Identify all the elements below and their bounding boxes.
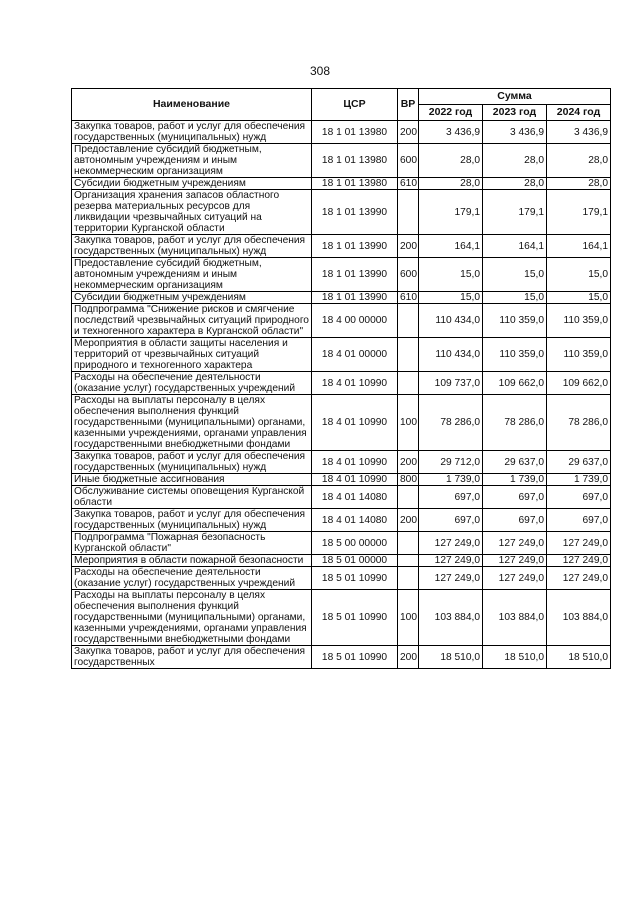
table-row — [72, 486, 611, 509]
row-name: Закупка товаров, работ и услуг для обеспечения государственных — [72, 646, 312, 669]
row-value-2023: 110 359,0 — [483, 338, 547, 372]
table-row — [72, 555, 611, 567]
row-value-2023: 127 249,0 — [483, 567, 547, 590]
row-value-2024: 18 510,0 — [547, 646, 611, 669]
row-value-2023: 1 739,0 — [483, 474, 547, 486]
row-value-2024: 127 249,0 — [547, 555, 611, 567]
header-year-2024: 2024 год — [547, 105, 611, 121]
header-year-2022: 2022 год — [419, 105, 483, 121]
row-vr: 200 — [398, 509, 419, 532]
row-value-2023: 28,0 — [483, 144, 547, 178]
row-value-2024: 127 249,0 — [547, 567, 611, 590]
row-csr: 18 5 01 10990 — [312, 567, 398, 590]
table-row — [72, 372, 611, 395]
table-row — [72, 590, 611, 646]
table-row — [72, 304, 611, 338]
row-name: Закупка товаров, работ и услуг для обеспечения государственных (муниципальных) нужд — [72, 121, 312, 144]
table-row — [72, 178, 611, 190]
row-vr: 800 — [398, 474, 419, 486]
row-value-2024: 697,0 — [547, 486, 611, 509]
row-vr — [398, 190, 419, 235]
row-value-2024: 103 884,0 — [547, 590, 611, 646]
table-row — [72, 144, 611, 178]
table-row — [72, 567, 611, 590]
row-value-2024: 127 249,0 — [547, 532, 611, 555]
row-value-2022: 28,0 — [419, 144, 483, 178]
row-vr — [398, 567, 419, 590]
row-value-2023: 28,0 — [483, 178, 547, 190]
row-value-2022: 28,0 — [419, 178, 483, 190]
row-csr: 18 1 01 13990 — [312, 292, 398, 304]
row-value-2022: 109 737,0 — [419, 372, 483, 395]
row-value-2024: 3 436,9 — [547, 121, 611, 144]
row-csr: 18 1 01 13980 — [312, 121, 398, 144]
row-value-2024: 109 662,0 — [547, 372, 611, 395]
row-value-2022: 1 739,0 — [419, 474, 483, 486]
row-csr: 18 1 01 13990 — [312, 190, 398, 235]
table-row — [72, 235, 611, 258]
header-vr: ВР — [398, 89, 419, 121]
row-csr: 18 4 01 10990 — [312, 451, 398, 474]
row-vr: 600 — [398, 258, 419, 292]
row-name: Обслуживание системы оповещения Курганской области — [72, 486, 312, 509]
row-csr: 18 4 00 00000 — [312, 304, 398, 338]
row-csr: 18 1 01 13990 — [312, 235, 398, 258]
row-csr: 18 5 01 00000 — [312, 555, 398, 567]
table-row — [72, 258, 611, 292]
row-value-2022: 127 249,0 — [419, 567, 483, 590]
row-value-2023: 109 662,0 — [483, 372, 547, 395]
row-csr: 18 4 01 10990 — [312, 395, 398, 451]
row-csr: 18 1 01 13980 — [312, 144, 398, 178]
row-vr: 610 — [398, 178, 419, 190]
budget-table — [71, 88, 611, 669]
row-name: Мероприятия в области защиты населения и территорий от чрезвычайных ситуаций природного и техногенного характера — [72, 338, 312, 372]
row-vr: 200 — [398, 121, 419, 144]
row-vr: 200 — [398, 235, 419, 258]
row-vr — [398, 486, 419, 509]
row-value-2022: 15,0 — [419, 258, 483, 292]
row-value-2022: 78 286,0 — [419, 395, 483, 451]
row-csr: 18 4 01 10990 — [312, 372, 398, 395]
row-value-2023: 127 249,0 — [483, 532, 547, 555]
table-header — [72, 89, 611, 121]
row-value-2022: 697,0 — [419, 509, 483, 532]
table-row — [72, 451, 611, 474]
table-row — [72, 532, 611, 555]
row-value-2022: 697,0 — [419, 486, 483, 509]
row-name: Расходы на выплаты персоналу в целях обеспечения выполнения функций государственными (муниципальными) органами, казенными учреждениями, органами управления государственными внебюджетными фондами — [72, 395, 312, 451]
row-value-2023: 18 510,0 — [483, 646, 547, 669]
row-value-2022: 127 249,0 — [419, 555, 483, 567]
row-name: Предоставление субсидий бюджетным, автономным учреждениям и иным некоммерческим организациям — [72, 144, 312, 178]
row-value-2023: 110 359,0 — [483, 304, 547, 338]
row-value-2023: 127 249,0 — [483, 555, 547, 567]
row-value-2024: 29 637,0 — [547, 451, 611, 474]
row-value-2024: 179,1 — [547, 190, 611, 235]
row-csr: 18 4 01 14080 — [312, 509, 398, 532]
table-row — [72, 292, 611, 304]
table-row — [72, 395, 611, 451]
table-row — [72, 190, 611, 235]
row-csr: 18 4 01 14080 — [312, 486, 398, 509]
table-body — [72, 121, 611, 669]
row-value-2024: 28,0 — [547, 144, 611, 178]
row-value-2023: 3 436,9 — [483, 121, 547, 144]
row-value-2024: 164,1 — [547, 235, 611, 258]
row-vr — [398, 372, 419, 395]
row-name: Расходы на обеспечение деятельности (оказание услуг) государственных учреждений — [72, 567, 312, 590]
row-value-2023: 78 286,0 — [483, 395, 547, 451]
row-value-2022: 110 434,0 — [419, 338, 483, 372]
row-vr: 100 — [398, 590, 419, 646]
row-name: Расходы на обеспечение деятельности (оказание услуг) государственных учреждений — [72, 372, 312, 395]
row-vr: 600 — [398, 144, 419, 178]
row-value-2024: 15,0 — [547, 258, 611, 292]
row-value-2024: 110 359,0 — [547, 338, 611, 372]
row-value-2022: 164,1 — [419, 235, 483, 258]
row-name: Субсидии бюджетным учреждениям — [72, 178, 312, 190]
row-value-2023: 15,0 — [483, 292, 547, 304]
row-csr: 18 4 01 00000 — [312, 338, 398, 372]
row-vr: 610 — [398, 292, 419, 304]
row-value-2023: 697,0 — [483, 486, 547, 509]
row-value-2022: 179,1 — [419, 190, 483, 235]
row-vr: 200 — [398, 646, 419, 669]
row-name: Организация хранения запасов областного резерва материальных ресурсов для ликвидации чрезвычайных ситуаций на территории Курганской области — [72, 190, 312, 235]
row-name: Предоставление субсидий бюджетным, автономным учреждениям и иным некоммерческим организациям — [72, 258, 312, 292]
row-vr — [398, 532, 419, 555]
row-value-2023: 15,0 — [483, 258, 547, 292]
row-value-2023: 164,1 — [483, 235, 547, 258]
table-row — [72, 646, 611, 669]
row-value-2022: 15,0 — [419, 292, 483, 304]
row-name: Субсидии бюджетным учреждениям — [72, 292, 312, 304]
row-name: Подпрограмма "Снижение рисков и смягчение последствий чрезвычайных ситуаций природного и техногенного характера в Курганской области" — [72, 304, 312, 338]
row-csr: 18 5 01 10990 — [312, 590, 398, 646]
row-value-2022: 29 712,0 — [419, 451, 483, 474]
row-vr — [398, 338, 419, 372]
table-row — [72, 121, 611, 144]
row-value-2023: 179,1 — [483, 190, 547, 235]
row-name: Расходы на выплаты персоналу в целях обеспечения выполнения функций государственными (муниципальными) органами, казенными учреждениями, органами управления государственными внебюджетными фондами — [72, 590, 312, 646]
row-name: Закупка товаров, работ и услуг для обеспечения государственных (муниципальных) нужд — [72, 451, 312, 474]
row-name: Закупка товаров, работ и услуг для обеспечения государственных (муниципальных) нужд — [72, 509, 312, 532]
row-value-2022: 103 884,0 — [419, 590, 483, 646]
header-sum: Сумма — [419, 89, 611, 105]
row-value-2024: 28,0 — [547, 178, 611, 190]
header-csr: ЦСР — [312, 89, 398, 121]
row-value-2022: 18 510,0 — [419, 646, 483, 669]
row-vr: 200 — [398, 451, 419, 474]
row-name: Иные бюджетные ассигнования — [72, 474, 312, 486]
row-vr — [398, 304, 419, 338]
table-row — [72, 474, 611, 486]
row-value-2024: 78 286,0 — [547, 395, 611, 451]
row-value-2022: 127 249,0 — [419, 532, 483, 555]
row-vr: 100 — [398, 395, 419, 451]
table-row — [72, 509, 611, 532]
row-value-2022: 110 434,0 — [419, 304, 483, 338]
row-vr — [398, 555, 419, 567]
row-value-2024: 110 359,0 — [547, 304, 611, 338]
row-value-2024: 1 739,0 — [547, 474, 611, 486]
row-value-2023: 29 637,0 — [483, 451, 547, 474]
row-name: Мероприятия в области пожарной безопасности — [72, 555, 312, 567]
row-value-2023: 697,0 — [483, 509, 547, 532]
row-csr: 18 1 01 13980 — [312, 178, 398, 190]
row-value-2024: 697,0 — [547, 509, 611, 532]
row-csr: 18 5 00 00000 — [312, 532, 398, 555]
row-csr: 18 4 01 10990 — [312, 474, 398, 486]
row-value-2023: 103 884,0 — [483, 590, 547, 646]
row-name: Подпрограмма "Пожарная безопасность Курганской области" — [72, 532, 312, 555]
header-year-2023: 2023 год — [483, 105, 547, 121]
page-number: 308 — [309, 64, 331, 78]
table-row — [72, 338, 611, 372]
header-name: Наименование — [72, 89, 312, 121]
row-name: Закупка товаров, работ и услуг для обеспечения государственных (муниципальных) нужд — [72, 235, 312, 258]
row-csr: 18 1 01 13990 — [312, 258, 398, 292]
row-value-2022: 3 436,9 — [419, 121, 483, 144]
row-csr: 18 5 01 10990 — [312, 646, 398, 669]
row-value-2024: 15,0 — [547, 292, 611, 304]
